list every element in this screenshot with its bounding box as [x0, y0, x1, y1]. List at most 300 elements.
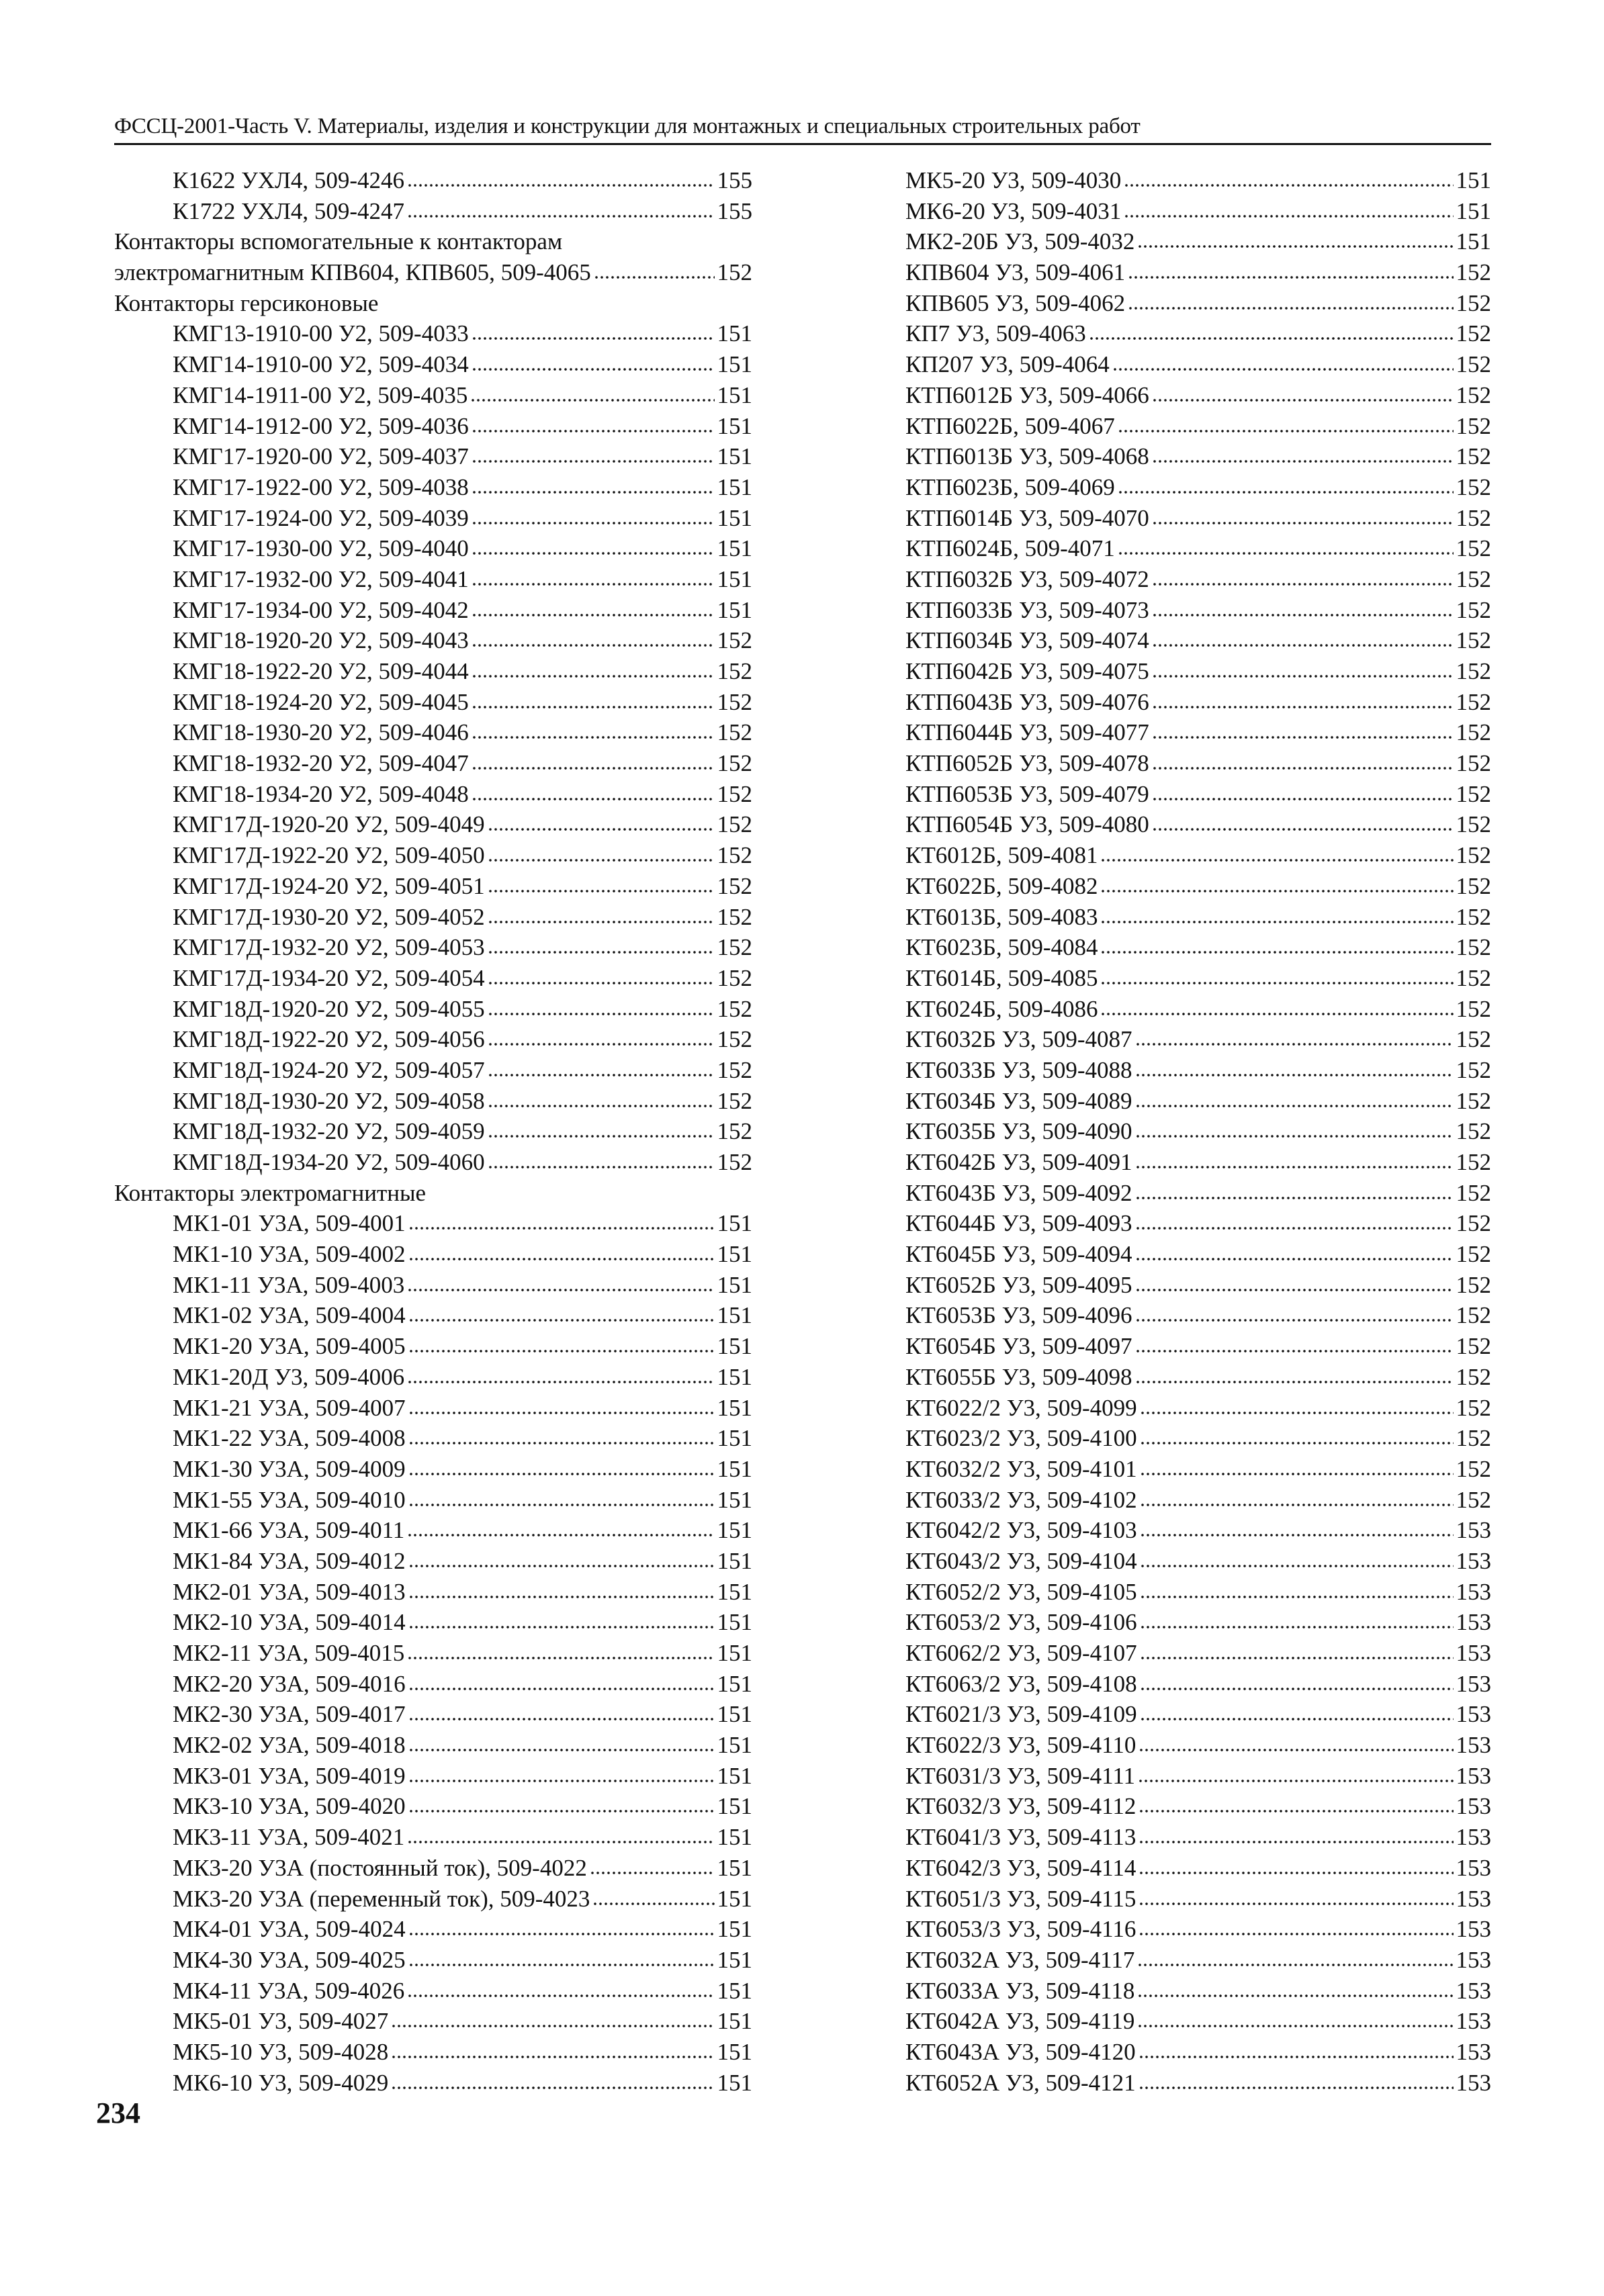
index-entry-page: 152	[1456, 658, 1491, 684]
index-entry-page: 151	[717, 1517, 752, 1544]
index-entry-page: 151	[717, 1885, 752, 1912]
index-entry	[114, 779, 752, 810]
index-entry-page: 152	[1456, 1363, 1491, 1390]
index-entry-label: Контакторы герсиконовые	[114, 289, 379, 316]
index-entry-page: 151	[717, 473, 752, 500]
index-entry-page: 152	[717, 842, 752, 869]
dot-leader	[1139, 2070, 1454, 2091]
dot-leader	[407, 1825, 714, 1845]
index-entry	[114, 226, 752, 257]
dot-leader	[1135, 1150, 1454, 1170]
index-entry	[114, 840, 752, 871]
dot-leader	[1135, 1365, 1454, 1385]
index-column-left	[114, 165, 752, 2098]
index-entry-page: 153	[1456, 2038, 1491, 2065]
index-entry-page: 152	[1456, 381, 1491, 408]
index-entry-label: КТ6054Б У3, 509-4097	[905, 1333, 1132, 1360]
index-entry-page: 153	[1456, 1824, 1491, 1851]
index-entry-label: КМГ18Д-1934-20 У2, 509-4060	[173, 1149, 485, 1175]
index-entry-page: 152	[1456, 320, 1491, 347]
index-entry	[905, 1945, 1491, 1976]
index-entry	[905, 1791, 1491, 1822]
index-entry-page: 152	[1456, 351, 1491, 378]
index-entry	[114, 871, 752, 902]
dot-leader	[407, 1518, 714, 1538]
index-entry	[905, 472, 1491, 503]
index-entry-page: 152	[1456, 719, 1491, 746]
dot-leader	[1135, 1089, 1454, 1109]
index-entry	[905, 564, 1491, 595]
index-entry-page: 152	[1456, 1394, 1491, 1421]
index-entry	[114, 1976, 752, 2007]
index-entry	[905, 717, 1491, 748]
index-entry-page: 152	[1456, 565, 1491, 592]
index-entry-label: МК1-10 У3А, 509-4002	[173, 1241, 406, 1268]
index-entry	[114, 809, 752, 840]
index-entry-page: 153	[1456, 2069, 1491, 2096]
index-entry-page: 152	[1456, 811, 1491, 838]
index-entry-label: КТ6045Б У3, 509-4094	[905, 1241, 1132, 1268]
index-entry	[905, 380, 1491, 411]
dot-leader	[1139, 1886, 1453, 1907]
index-entry-page: 152	[717, 719, 752, 746]
index-entry-label: КТ6024Б, 509-4086	[905, 995, 1098, 1022]
index-entry-label: КПВ604 У3, 509-4061	[905, 259, 1126, 286]
index-entry-page: 155	[717, 197, 752, 224]
index-entry-label: КТ6035Б У3, 509-4090	[905, 1118, 1132, 1145]
dot-leader	[488, 966, 715, 986]
index-entry-page: 151	[717, 2038, 752, 2065]
index-entry-page: 152	[1456, 1026, 1491, 1053]
index-entry-label: МК2-20Б У3, 509-4032	[905, 228, 1135, 255]
index-entry-label: КТП6013Б У3, 509-4068	[905, 443, 1149, 470]
index-entry-label: МК2-30 У3А, 509-4017	[173, 1701, 406, 1728]
index-entry	[905, 1730, 1491, 1761]
index-entry	[905, 1331, 1491, 1362]
index-entry-label: КМГ17Д-1930-20 У2, 509-4052	[173, 903, 485, 930]
dot-leader	[391, 2039, 714, 2060]
index-entry-label: КТ6044Б У3, 509-4093	[905, 1210, 1132, 1237]
index-entry	[114, 1024, 752, 1055]
dot-leader	[1139, 1855, 1453, 1876]
index-entry-label: МК4-11 У3А, 509-4026	[173, 1977, 405, 2004]
index-entry-label: КТ6042Б У3, 509-4091	[905, 1149, 1132, 1175]
index-entry-page: 151	[717, 1333, 752, 1360]
index-entry-page: 152	[1456, 780, 1491, 807]
index-entry-label: МК1-20 У3А, 509-4005	[173, 1333, 406, 1360]
index-entry-label: МК2-10 У3А, 509-4014	[173, 1609, 406, 1636]
index-entry-page: 152	[1456, 842, 1491, 869]
index-entry	[905, 288, 1491, 319]
index-entry-page: 152	[1456, 535, 1491, 562]
dot-leader	[488, 1089, 715, 1109]
dot-leader	[391, 2009, 714, 2029]
dot-leader	[470, 383, 714, 403]
index-entry-label: КТ6052Б У3, 509-4095	[905, 1271, 1132, 1298]
index-entry-page: 153	[1456, 1732, 1491, 1759]
index-entry-page: 151	[717, 1425, 752, 1452]
dot-leader	[1140, 1579, 1454, 1600]
index-entry-label: КМГ18-1930-20 У2, 509-4046	[173, 719, 469, 746]
index-entry-page: 151	[717, 320, 752, 347]
index-entry-label: КТ6022Б, 509-4082	[905, 872, 1098, 899]
dot-leader	[391, 2070, 714, 2091]
dot-leader	[1135, 1119, 1454, 1139]
index-entry-label: КМГ18Д-1932-20 У2, 509-4059	[173, 1118, 485, 1145]
index-entry-page: 151	[717, 1977, 752, 2004]
index-entry-label: МК2-01 У3А, 509-4013	[173, 1578, 406, 1605]
index-entry-label: КМГ18-1920-20 У2, 509-4043	[173, 627, 469, 654]
index-entry-page: 152	[717, 1087, 752, 1114]
index-entry	[114, 1485, 752, 1516]
index-entry	[905, 165, 1491, 196]
index-entry-page: 153	[1456, 1701, 1491, 1728]
index-entry	[114, 1362, 752, 1393]
index-entry-label: МК1-02 У3А, 509-4004	[173, 1302, 406, 1329]
index-entry	[905, 1976, 1491, 2007]
index-entry	[905, 809, 1491, 840]
dot-leader	[1152, 690, 1454, 710]
index-entry-label: МК1-22 У3А, 509-4008	[173, 1425, 406, 1452]
index-entry-label: КТП6033Б У3, 509-4073	[905, 596, 1149, 623]
index-entry	[114, 902, 752, 933]
index-entry	[114, 318, 752, 349]
dot-leader	[472, 628, 715, 648]
index-entry	[905, 2068, 1491, 2099]
dot-leader	[408, 1549, 715, 1569]
index-entry-label: К1622 УХЛ4, 509-4246	[173, 167, 405, 193]
index-entry-page: 152	[1456, 1425, 1491, 1452]
index-entry-page: 152	[1456, 1455, 1491, 1482]
index-entry	[114, 1884, 752, 1915]
index-entry-label: КТП6012Б У3, 509-4066	[905, 381, 1149, 408]
index-entry-page: 152	[717, 1118, 752, 1145]
dot-leader	[488, 935, 715, 955]
dot-leader	[1100, 874, 1453, 894]
index-entry-page: 151	[717, 1547, 752, 1574]
dot-leader	[1140, 1426, 1454, 1446]
dot-leader	[407, 1273, 714, 1293]
index-entry	[905, 2037, 1491, 2068]
dot-leader	[1137, 229, 1453, 249]
dot-leader	[1137, 1978, 1453, 1999]
index-entry	[905, 1515, 1491, 1546]
dot-leader	[592, 1886, 714, 1907]
dot-leader	[1100, 997, 1453, 1017]
dot-leader	[408, 1671, 715, 1692]
index-entry	[114, 1638, 752, 1669]
index-entry-page: 152	[1456, 1333, 1491, 1360]
index-entry-label: КТП6034Б У3, 509-4074	[905, 627, 1149, 654]
index-entry	[114, 1423, 752, 1454]
dot-leader	[472, 751, 715, 771]
index-entry-page: 151	[717, 2069, 752, 2096]
index-entry-label: КТ6032/2 У3, 509-4101	[905, 1455, 1137, 1482]
index-entry	[114, 1147, 752, 1178]
index-entry-label: МК6-20 У3, 509-4031	[905, 197, 1122, 224]
index-entry	[905, 1239, 1491, 1270]
index-entry-label: КТ6021/3 У3, 509-4109	[905, 1701, 1137, 1728]
index-entry	[114, 748, 752, 779]
index-entry	[905, 1300, 1491, 1331]
index-entry	[905, 1699, 1491, 1730]
index-entry-label: КТ6043Б У3, 509-4092	[905, 1179, 1132, 1206]
dot-leader	[472, 321, 715, 341]
index-entry-label: КТП6032Б У3, 509-4072	[905, 565, 1149, 592]
dot-leader	[1100, 905, 1453, 925]
dot-leader	[1152, 659, 1454, 679]
header-rule	[114, 143, 1491, 145]
index-entry	[905, 963, 1491, 994]
index-entry-page: 153	[1456, 1977, 1491, 2004]
dot-leader	[1140, 1549, 1454, 1569]
dot-leader	[472, 782, 715, 802]
index-entry-label: КМГ14-1910-00 У2, 509-4034	[173, 351, 469, 378]
index-entry	[905, 779, 1491, 810]
index-entry	[114, 717, 752, 748]
index-entry	[114, 1607, 752, 1638]
index-entry	[114, 288, 752, 319]
index-entry	[905, 840, 1491, 871]
index-entry-page: 153	[1456, 1793, 1491, 1820]
index-entry-label: КТ6031/3 У3, 509-4111	[905, 1762, 1136, 1789]
dot-leader	[1135, 1242, 1454, 1262]
index-entry-label: КТ6013Б, 509-4083	[905, 903, 1098, 930]
index-entry-label: КТ6033Б У3, 509-4088	[905, 1056, 1132, 1083]
index-entry	[114, 503, 752, 534]
index-entry	[905, 687, 1491, 718]
index-entry	[114, 595, 752, 626]
index-entry-page: 151	[717, 1946, 752, 1973]
index-entry-page: 151	[717, 351, 752, 378]
index-entry	[905, 902, 1491, 933]
index-entry-page: 151	[717, 1916, 752, 1943]
index-entry	[114, 1699, 752, 1730]
index-entry-label: КТ6053/3 У3, 509-4116	[905, 1916, 1137, 1943]
index-entry	[114, 1331, 752, 1362]
index-entry-label: КМГ17-1932-00 У2, 509-4041	[173, 565, 469, 592]
dot-leader	[407, 1365, 714, 1385]
index-entry	[114, 1945, 752, 1976]
index-entry-label: КМГ17Д-1922-20 У2, 509-4050	[173, 842, 485, 869]
dot-leader	[407, 199, 714, 219]
index-entry	[114, 625, 752, 656]
index-entry-label: КТ6022/2 У3, 509-4099	[905, 1394, 1137, 1421]
index-entry-label: КТ6032А У3, 509-4117	[905, 1946, 1135, 1973]
index-entry	[905, 1454, 1491, 1485]
dot-leader	[1112, 352, 1454, 372]
index-entry-page: 151	[717, 1455, 752, 1482]
index-entry	[114, 1914, 752, 1945]
index-entry-label: КТ6041/3 У3, 509-4113	[905, 1824, 1137, 1851]
index-entry	[905, 1884, 1491, 1915]
index-entry-label: КТП6054Б У3, 509-4080	[905, 811, 1149, 838]
index-entry-label: МК3-10 У3А, 509-4020	[173, 1793, 406, 1820]
dot-leader	[1140, 1395, 1454, 1416]
index-entry-label: МК1-66 У3А, 509-4011	[173, 1517, 405, 1544]
dot-leader	[408, 1487, 715, 1508]
index-entry-label: КТ6034Б У3, 509-4089	[905, 1087, 1132, 1114]
index-entry-label: МК1-21 У3А, 509-4007	[173, 1394, 406, 1421]
index-entry-page: 152	[717, 259, 752, 286]
index-entry-page: 152	[1456, 259, 1491, 286]
dot-leader	[1089, 321, 1454, 341]
index-entry	[905, 503, 1491, 534]
index-entry-page: 152	[1456, 443, 1491, 470]
index-entry-label: КТ6043/2 У3, 509-4104	[905, 1547, 1137, 1574]
index-entry-label: КТП6014Б У3, 509-4070	[905, 504, 1149, 531]
index-entry-label: МК6-10 У3, 509-4029	[173, 2069, 389, 2096]
dot-leader	[1139, 1733, 1453, 1753]
dot-leader	[1135, 1334, 1454, 1354]
index-entry-page: 151	[1456, 228, 1491, 255]
index-entry-page: 151	[717, 1732, 752, 1759]
index-entry	[905, 1423, 1491, 1454]
dot-leader	[1135, 1273, 1454, 1293]
index-entry	[114, 1454, 752, 1485]
index-entry	[905, 2006, 1491, 2037]
page-number: 234	[96, 2097, 140, 2129]
dot-leader	[1139, 1794, 1453, 1814]
index-entry-label: КМГ17-1920-00 У2, 509-4037	[173, 443, 469, 470]
dot-leader	[1152, 567, 1454, 587]
index-entry	[114, 1669, 752, 1700]
dot-leader	[594, 260, 715, 280]
index-entry-page: 152	[1456, 750, 1491, 777]
index-entry-label: КТП6043Б У3, 509-4076	[905, 688, 1149, 715]
dot-leader	[408, 1702, 715, 1722]
dot-leader	[472, 352, 715, 372]
dot-leader	[1135, 1211, 1454, 1231]
index-entry-label: КТП6024Б, 509-4071	[905, 535, 1115, 562]
dot-leader	[590, 1855, 715, 1876]
index-entry-label: КМГ17Д-1932-20 У2, 509-4053	[173, 934, 485, 961]
index-entry-page: 152	[1456, 412, 1491, 439]
index-entry-page: 152	[1456, 903, 1491, 930]
dot-leader	[1118, 414, 1454, 434]
index-entry-label: КТП6053Б У3, 509-4079	[905, 780, 1149, 807]
index-entry-label: КТП6022Б, 509-4067	[905, 412, 1115, 439]
index-entry-page: 151	[1456, 197, 1491, 224]
dot-leader	[488, 812, 715, 832]
index-entry-label: КМГ17-1930-00 У2, 509-4040	[173, 535, 469, 562]
index-entry-page: 152	[1456, 1241, 1491, 1268]
index-entry-page: 152	[717, 811, 752, 838]
dot-leader	[1135, 1027, 1454, 1047]
index-entry	[114, 1086, 752, 1117]
index-entry-label: Контакторы электромагнитные	[114, 1179, 427, 1206]
index-entry-label: МК4-01 У3А, 509-4024	[173, 1916, 406, 1943]
index-entry-page: 151	[717, 1762, 752, 1789]
index-entry-label: КМГ18-1934-20 У2, 509-4048	[173, 780, 469, 807]
dot-leader	[408, 1947, 715, 1968]
index-entry-label: КТ6023/2 У3, 509-4100	[905, 1425, 1137, 1452]
index-entry-label: КМГ18Д-1922-20 У2, 509-4056	[173, 1026, 485, 1053]
index-entry	[905, 932, 1491, 963]
dot-leader	[1140, 1487, 1454, 1508]
dot-leader	[1135, 1058, 1454, 1078]
index-entry	[905, 1147, 1491, 1178]
index-entry-label: КМГ17-1922-00 У2, 509-4038	[173, 473, 469, 500]
index-entry-label: КТ6062/2 У3, 509-4107	[905, 1640, 1137, 1666]
index-entry-page: 152	[1456, 504, 1491, 531]
index-entry-page: 153	[1456, 1547, 1491, 1574]
index-entry	[905, 533, 1491, 564]
index-entry	[114, 1393, 752, 1424]
index-entry	[114, 196, 752, 227]
index-entry	[905, 1607, 1491, 1638]
index-entry-label: КМГ18Д-1920-20 У2, 509-4055	[173, 995, 485, 1022]
dot-leader	[488, 1119, 715, 1139]
index-entry-page: 152	[1456, 1302, 1491, 1329]
index-entry-page: 152	[1456, 1087, 1491, 1114]
index-entry	[905, 1853, 1491, 1884]
index-entry-label: МК5-01 У3, 509-4027	[173, 2008, 389, 2035]
index-entry-page: 151	[717, 2008, 752, 2035]
index-entry-page: 152	[717, 995, 752, 1022]
index-entry-page: 153	[1456, 1946, 1491, 1973]
dot-leader	[1139, 1825, 1453, 1845]
index-entry	[905, 1638, 1491, 1669]
index-entry-page: 152	[1456, 1179, 1491, 1206]
index-entry-page: 152	[1456, 1056, 1491, 1083]
index-entry-page: 152	[1456, 289, 1491, 316]
dot-leader	[1139, 2039, 1454, 2060]
index-entry	[905, 226, 1491, 257]
index-entry-label: КТ6042А У3, 509-4119	[905, 2008, 1135, 2035]
dot-leader	[472, 414, 715, 434]
index-entry-label: КМГ18Д-1924-20 У2, 509-4057	[173, 1056, 485, 1083]
index-entry-page: 152	[717, 1056, 752, 1083]
dot-leader	[408, 1303, 715, 1323]
index-entry-label: КМГ18-1922-20 У2, 509-4044	[173, 658, 469, 684]
index-entry-label: КМГ18Д-1930-20 У2, 509-4058	[173, 1087, 485, 1114]
index-entry-page: 153	[1456, 1916, 1491, 1943]
dot-leader	[1152, 751, 1454, 771]
dot-leader	[408, 1426, 715, 1446]
index-entry	[114, 1178, 752, 1209]
index-entry	[114, 656, 752, 687]
index-entry	[114, 1270, 752, 1301]
index-entry-label: КМГ18-1932-20 У2, 509-4047	[173, 750, 469, 777]
dot-leader	[1152, 720, 1454, 740]
dot-leader	[1100, 966, 1453, 986]
index-entry-label: электромагнитным КПВ604, КПВ605, 509-4065	[114, 259, 591, 286]
index-entry-page: 152	[717, 1149, 752, 1175]
index-entry-page: 152	[1456, 627, 1491, 654]
index-entry	[905, 1546, 1491, 1577]
index-entry-label: МК3-20 У3А (переменный ток), 509-4023	[173, 1885, 590, 1912]
index-entry	[114, 533, 752, 564]
index-entry-page: 151	[717, 1241, 752, 1268]
index-entry-page: 155	[717, 167, 752, 193]
index-entry-page: 153	[1456, 1854, 1491, 1881]
index-entry-page: 152	[1456, 934, 1491, 961]
index-entry-page: 152	[717, 872, 752, 899]
index-entry-label: МК1-20Д У3, 509-4006	[173, 1363, 405, 1390]
index-entry-label: КТП6042Б У3, 509-4075	[905, 658, 1149, 684]
dot-leader	[1128, 291, 1453, 311]
index-entry	[114, 1208, 752, 1239]
index-entry-label: МК3-01 У3А, 509-4019	[173, 1762, 406, 1789]
index-entry-label: МК2-02 У3А, 509-4018	[173, 1732, 406, 1759]
index-entry	[905, 1086, 1491, 1117]
index-entry-label: КТП6052Б У3, 509-4078	[905, 750, 1149, 777]
index-entry-page: 151	[717, 1210, 752, 1237]
dot-leader	[1124, 199, 1453, 219]
index-entry-page: 152	[717, 780, 752, 807]
index-entry	[114, 472, 752, 503]
